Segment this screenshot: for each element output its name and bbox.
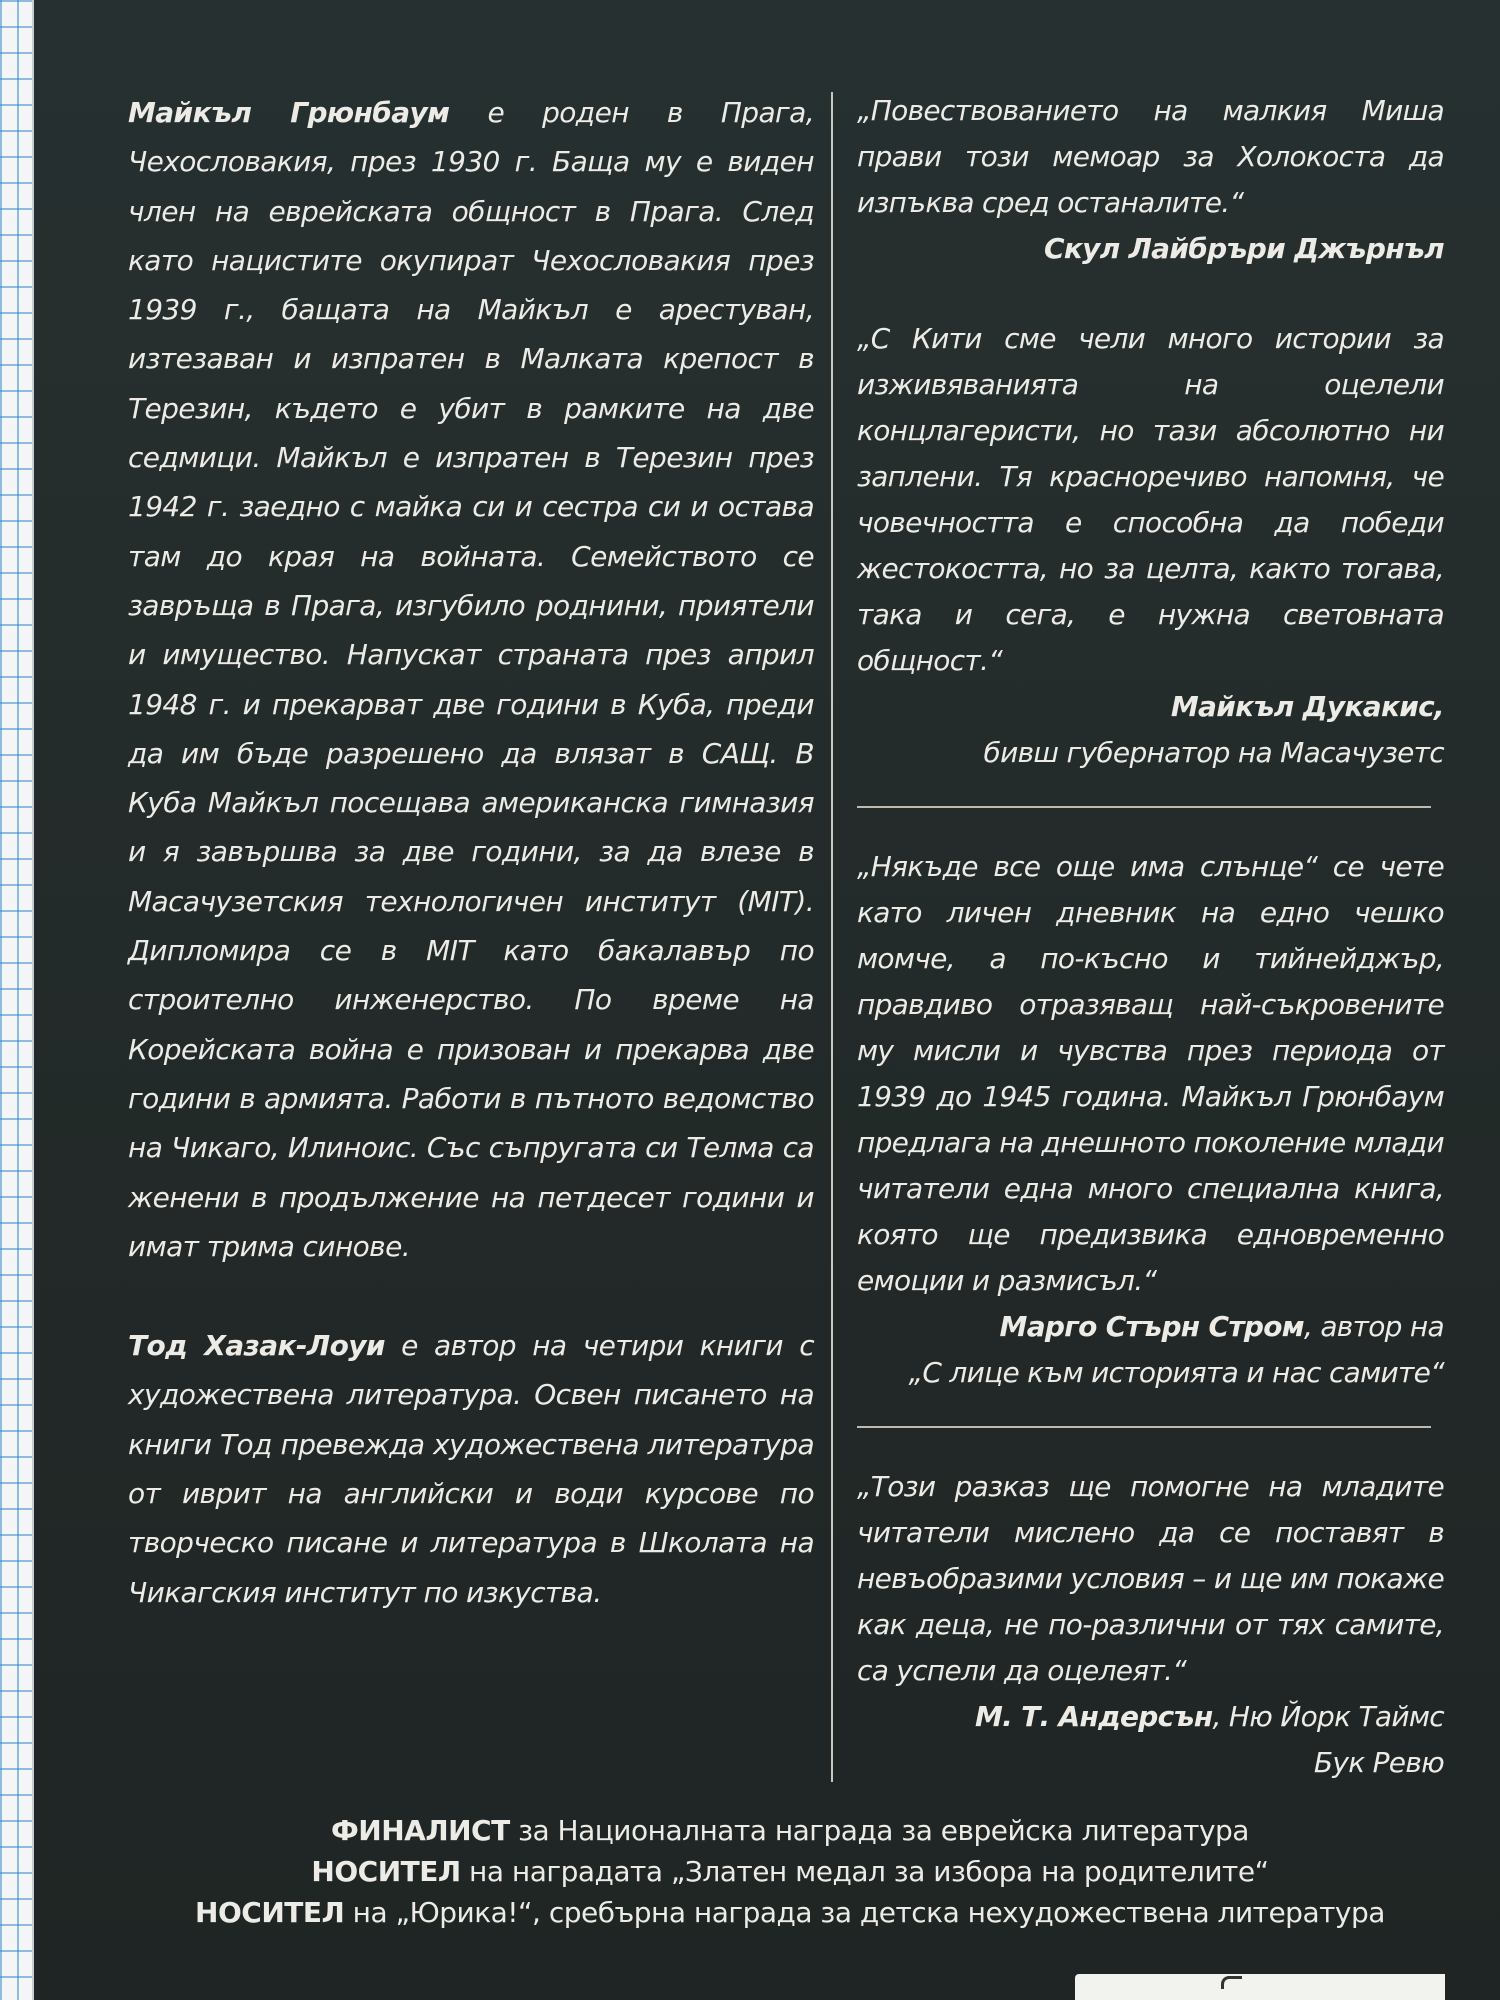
review-author: Скул Лайбръри Джърнъл (1044, 232, 1444, 265)
review-attribution (857, 684, 1444, 730)
review-quote: „Този разказ ще помогне на младите читатели мислено да се поставят в невъобразими условия – и ще им покаже как деца, не по-различни от тях самите, са успели да оцелеят.“ (857, 1470, 1444, 1687)
review-quote: „Повествованието на малкия Миша прави този мемоар за Холокоста да изпъква сред останалите.“ (857, 94, 1444, 219)
author-name: Майкъл Грюнбаум (128, 96, 450, 129)
review-quote: „Някъде все още има слънце“ се чете като личен дневник на едно чешко момче, а по-късно и тийнейджър, правдиво отразяващ най-съкровените му мисли и чувства през периода от 1939 до 1945 година. Майкъл Грюнбаум предлага на днешното поколение млади читатели една много специална книга, която ще предизвика едновременно емоции и размисъл.“ (857, 850, 1444, 1297)
author-bio-text: е автор на четири книги с художествена литература. Освен писането на книги Тод превежда художествена литература от иврит на английски и води курсове по творческо писане и литература в Школата на Чикагския институт по изкуства. (128, 1329, 815, 1609)
award-status: НОСИТЕЛ (195, 1896, 345, 1929)
award-status: ФИНАЛИСТ (331, 1814, 510, 1847)
award-line (140, 1810, 1440, 1851)
label-mark (1221, 1976, 1242, 1989)
section-divider (857, 1426, 1431, 1428)
review-author: М. Т. Андерсън (974, 1700, 1213, 1733)
author-name: Тод Хазак-Лоуи (128, 1329, 385, 1363)
review-block (857, 1464, 1444, 1786)
award-status: НОСИТЕЛ (311, 1855, 461, 1888)
review-author: Марго Стърн Стром (999, 1310, 1304, 1343)
award-line (140, 1892, 1440, 1933)
author-bios (128, 88, 814, 1617)
review-source: бивш губернатор на Масачузетс (983, 736, 1444, 769)
review-author: Майкъл Дукакис, (1170, 690, 1444, 723)
review-block (857, 316, 1444, 776)
section-divider (857, 806, 1431, 808)
review-author-role: , Ню Йорк Таймс (1212, 1700, 1444, 1733)
review-author-role: , автор на (1303, 1310, 1444, 1343)
review-attribution (857, 1694, 1444, 1740)
award-line (140, 1851, 1440, 1892)
review-quotes (857, 88, 1444, 1786)
award-text: на „Юрика!“, сребърна награда за детска нехудожествена литература (344, 1896, 1385, 1929)
award-text: за Националната награда за еврейска литература (509, 1814, 1249, 1847)
review-attribution (857, 1304, 1444, 1350)
review-block (857, 844, 1444, 1396)
review-block (857, 88, 1444, 272)
page-corner-label (1075, 1974, 1445, 2000)
graph-paper-edge (0, 0, 34, 2000)
column-divider (831, 92, 833, 1782)
review-attribution (857, 226, 1444, 272)
author-bio-text: е роден в Прага, Чехословакия, през 1930 г. Баща му е виден член на еврейската общност в Прага. След като нацистите окупират Чехословакия през 1939 г., бащата на Майкъл е арестуван, изтезаван и изпратен в Малката крепост в Терезин, където е убит в рамките на две седмици. Майкъл е изпратен в Терезин през 1942 г. заедно с майка си и сестра си и остава там до края на войната. Семейството се завръща в Прага, изгубило роднини, приятели и имущество. Напускат страната през април 1948 г. и прекарват две години в Куба, преди да им бъде разрешено да влязат в САЩ. В Куба Майкъл посещава американска гимназия и я завършва за две години, за да влезе в Масачузетския технологичен институт (MIT). Дипломира се в MIT като бакалавър по строително инженерство. По време на Корейската война е призован и прекарва две години в армията. Работи в пътното ведомство на Чикаго, Илиноис. Със съпругата си Телма са женени в продължение на петдесет години и имат трима синове. (128, 96, 814, 1263)
review-source: „С лице към историята и нас самите“ (908, 1356, 1444, 1389)
awards-list (140, 1810, 1440, 1933)
award-text: на наградата „Златен медал за избора на родителите“ (460, 1855, 1269, 1888)
author-bio-grunbaum (128, 88, 814, 1271)
author-bio-hazak-lowe (128, 1321, 814, 1617)
review-quote: „С Кити сме чели много истории за изживяванията на оцелели концлагеристи, но тази абсолютно ни заплени. Тя красноречиво напомня, че човечността е способна да победи жестокостта, но за целта, както тогава, така и сега, е нужна световната общност.“ (857, 322, 1444, 677)
review-source: Бук Ревю (1313, 1746, 1444, 1779)
